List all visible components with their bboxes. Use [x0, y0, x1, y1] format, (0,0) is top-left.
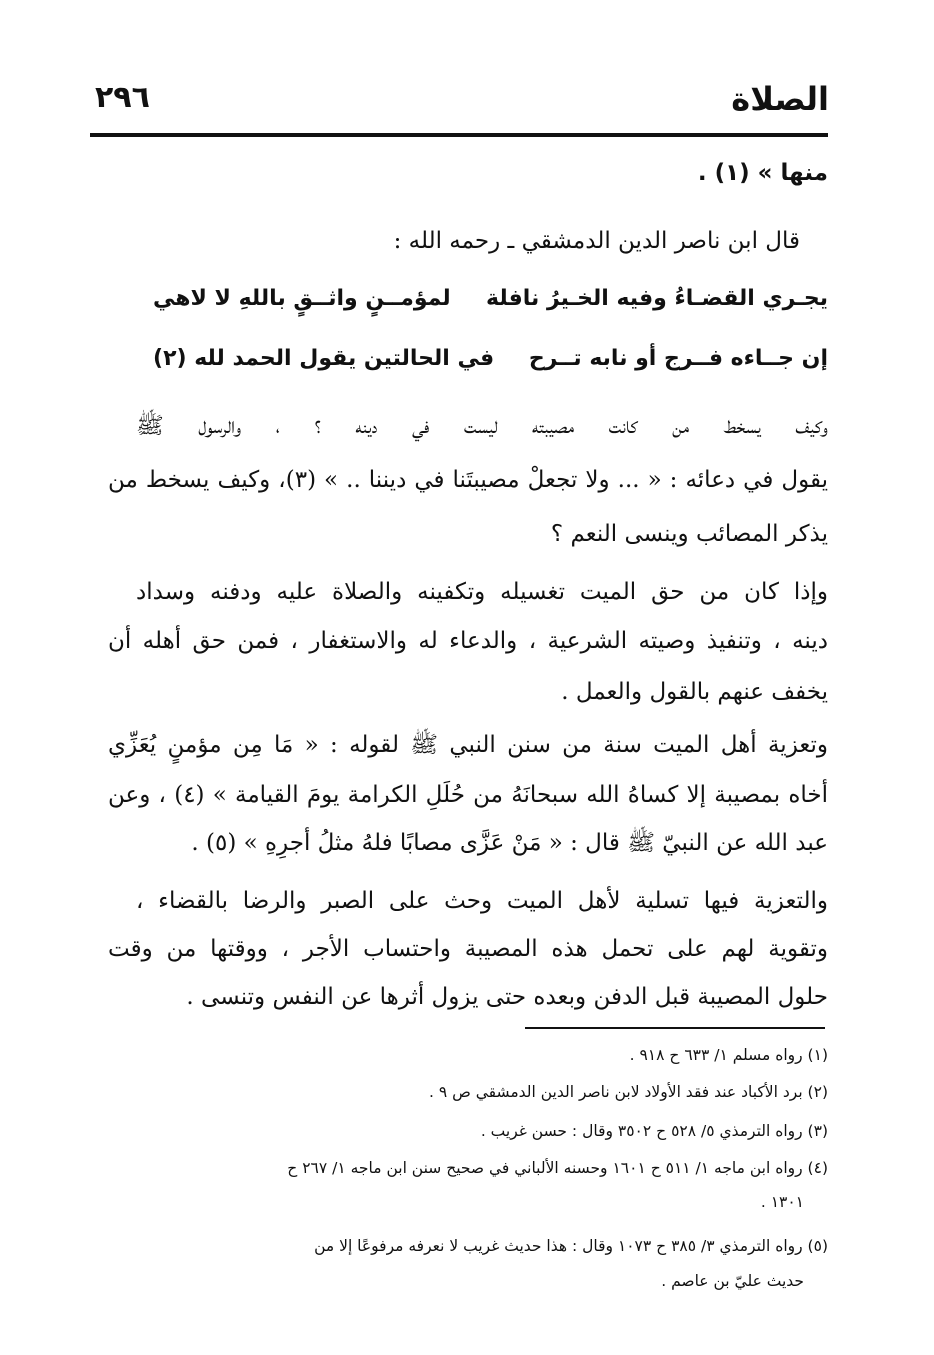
- paragraph-line: وتقوية لهم على تحمل هذه المصيبة واحتساب الأجر ، ووقتها من وقت: [108, 936, 828, 962]
- paragraph-line: دينه ، وتنفيذ وصيته الشرعية ، والدعاء له والاستغفار ، فمن حق أهله أن: [108, 628, 828, 654]
- paragraph-line: أخاه بمصيبة إلا كساهُ الله سبحانَهُ من حُلَلِ الكرامة يومَ القيامة » (٤) ، وعن: [108, 782, 829, 808]
- footnote: (٤) رواه ابن ماجه ١/ ٥١١ ح ١٦٠١ وحسنه الألباني في صحيح سنن ابن ماجه ١/ ٢٦٧ ح: [287, 1159, 828, 1177]
- paragraph-line: يذكر المصائب وينسى النعم ؟: [550, 521, 828, 547]
- paragraph-line: وإذا كان من حق الميت تغسيله وتكفينه والصلاة عليه ودفنه وسداد: [136, 579, 828, 605]
- paragraph-line: يقول في دعائه : « ... ولا تجعلْ مصيبتَنا في ديننا .. » (٣)، وكيف يسخط من: [108, 467, 828, 493]
- verse-hemistich: إن جــاءه فــرج أو نابه تــرح: [528, 346, 828, 371]
- page-number: ٢٩٦: [95, 80, 150, 115]
- footnote: (٣) رواه الترمذي ٥/ ٥٢٨ ح ٣٥٠٢ وقال : حسن غريب .: [480, 1122, 828, 1140]
- verse-hemistich: في الحالتين يقول الحمد لله (٢): [153, 346, 495, 371]
- paragraph-line: حلول المصيبة قبل الدفن وبعده حتى يزول أثرها عن النفس وتنسى .: [186, 984, 828, 1010]
- paragraph-line: منها » (١) .: [697, 160, 828, 186]
- verse-hemistich: يجـري القضـاءُ وفيه الخـيرُ نافلة: [486, 286, 828, 311]
- main-text: [108, 0, 828, 1020]
- paragraph-line: يخفف عنهم بالقول والعمل .: [561, 679, 828, 705]
- paragraph-line: وتعزية أهل الميت سنة من سنن النبي ﷺ لقوله : « مَا مِن مؤمنٍ يُعَزِّي: [108, 732, 828, 758]
- footnote: (٢) برد الأكباد عند فقد الأولاد لابن ناصر الدين الدمشقي ص ٩ .: [428, 1083, 828, 1101]
- paragraph-line: والتعزية فيها تسلية لأهل الميت وحث على الصبر والرضا بالقضاء ،: [136, 888, 828, 914]
- footnote: (١) رواه مسلم ١/ ٦٣٣ ح ٩١٨ .: [629, 1046, 828, 1064]
- verse-hemistich: لمؤمــنٍ واثــقٍ باللهِ لا لاهي: [153, 286, 451, 311]
- footnote: حديث عليّ بن عاصم .: [661, 1272, 804, 1290]
- footnote: (٥) رواه الترمذي ٣/ ٣٨٥ ح ١٠٧٣ وقال : هذا حديث غريب لا نعرفه مرفوعًا إلا من: [314, 1237, 828, 1255]
- paragraph-line: قال ابن ناصر الدين الدمشقي ـ رحمه الله :: [393, 228, 800, 254]
- paragraph-line: وكيف يسخط من كانت مصيبته ليست في دينه ؟ ، والرسول ﷺ: [136, 413, 828, 439]
- paragraph-line: عبد الله عن النبيّ ﷺ قال : « مَنْ عَزَّى مصابًا فلهُ مثلُ أجرِهِ » (٥) .: [191, 830, 828, 856]
- footnote-separator: [525, 1027, 825, 1029]
- footnote: ١٣٠١ .: [760, 1193, 804, 1211]
- running-title: الصلاة: [731, 80, 829, 118]
